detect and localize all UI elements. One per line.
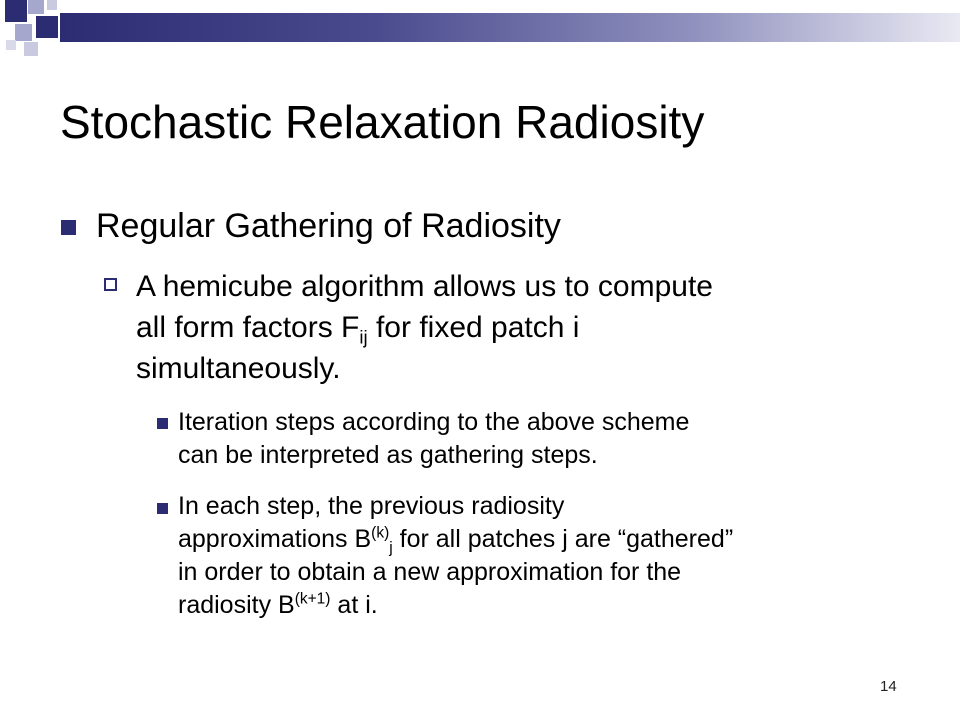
text: radiosity B [178, 591, 295, 619]
text-line: Iteration steps according to the above scheme [178, 408, 690, 436]
superscript: (k) [371, 524, 390, 542]
text-line [136, 307, 916, 348]
text: for all patches j are “gathered” [392, 525, 734, 553]
text-line [136, 266, 916, 307]
text-line: in order to obtain a new approximation for the [178, 558, 682, 586]
deco-square-4 [15, 24, 32, 41]
square-bullet-icon [157, 418, 168, 429]
bullet-regular-gathering: Regular Gathering of Radiosity [96, 207, 561, 245]
subscript: j [389, 539, 393, 557]
text: at i. [330, 591, 378, 619]
subscript: ij [359, 326, 368, 348]
text: all form factors F [136, 311, 360, 344]
page-number: 14 [880, 678, 897, 695]
text-line [136, 348, 916, 389]
square-bullet-icon [61, 220, 76, 235]
text-line [178, 589, 918, 622]
deco-square-2 [28, 0, 44, 14]
text-line: In each step, the previous radiosity [178, 492, 565, 520]
hollow-square-bullet-icon [104, 278, 117, 291]
point-each-step [178, 490, 918, 622]
text-line: can be interpreted as gathering steps. [178, 441, 598, 469]
deco-square-1 [5, 0, 27, 22]
deco-square-5 [36, 16, 58, 38]
sub-bullet-hemicube [136, 266, 916, 389]
deco-square-7 [6, 40, 16, 50]
slide-title: Stochastic Relaxation Radiosity [60, 96, 705, 148]
text: for fixed patch i [367, 311, 580, 344]
text: A hemicube algorithm allows us to compute [136, 270, 713, 303]
superscript: (k+1) [294, 590, 331, 608]
point-iteration-steps [178, 406, 918, 472]
text: approximations B [178, 525, 372, 553]
deco-square-3 [47, 0, 57, 10]
deco-square-6 [24, 42, 38, 56]
text: simultaneously. [136, 352, 341, 385]
square-bullet-icon [157, 503, 168, 514]
text-line [178, 523, 918, 556]
header-bar [60, 13, 960, 42]
